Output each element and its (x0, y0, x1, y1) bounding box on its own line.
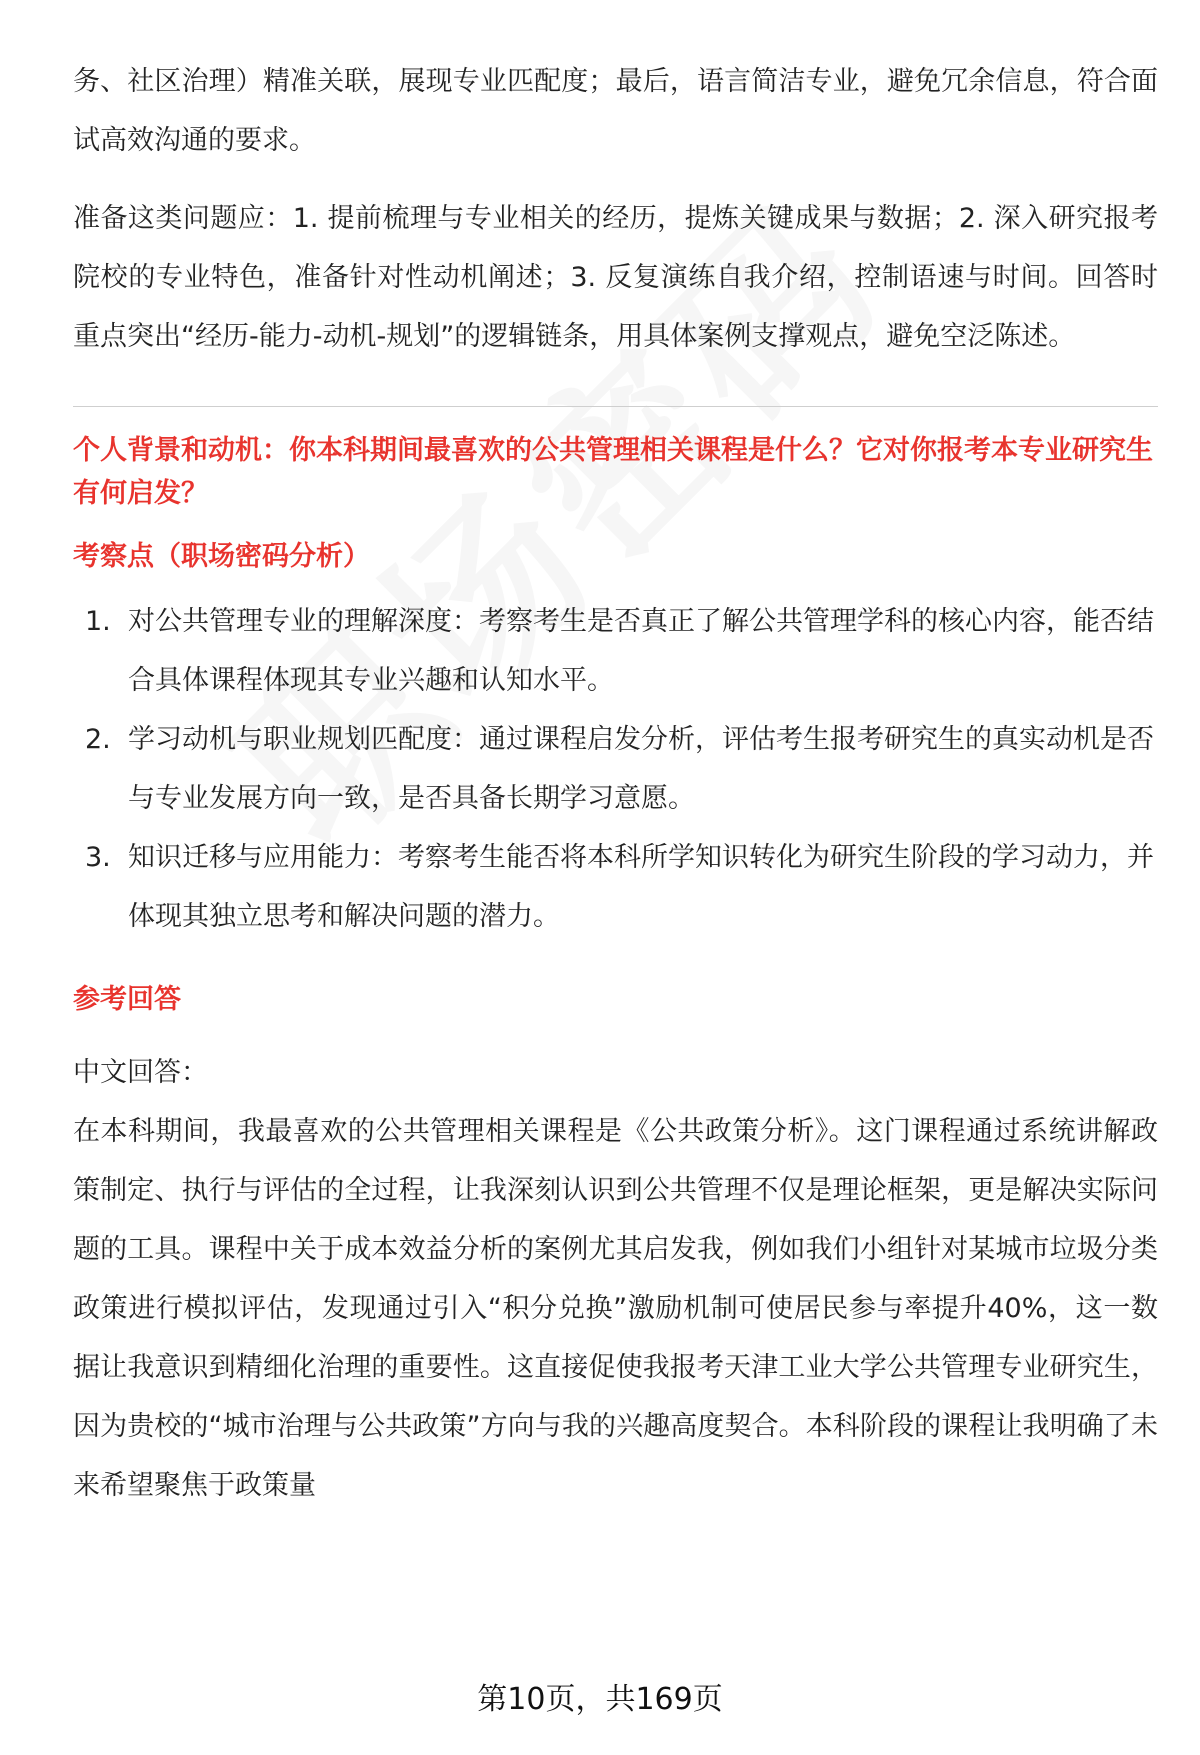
document-page (73, 52, 1158, 1515)
list-item-number: 3. (85, 842, 111, 873)
page-number: 第10页，共169页 (477, 1682, 723, 1717)
reference-heading: 参考回答 (73, 984, 181, 1015)
intro-paragraph-2: 准备这类问题应：1. 提前梳理与专业相关的经历，提炼关键成果与数据；2. 深入研究报考院校的专业特色，准备针对性动机阐述；3. 反复演练自我介绍，控制语速与时间。回答时重点突出“经历-能力-动机-规划”的逻辑链条，用具体案例支撑观点，避免空泛陈述。 (73, 203, 1158, 352)
list-item (73, 828, 1158, 946)
points-list (73, 592, 1158, 946)
points-heading: 考察点（职场密码分析） (73, 541, 370, 572)
list-item-text: 知识迁移与应用能力：考察考生能否将本科所学知识转化为研究生阶段的学习动力，并体现其独立思考和解决问题的潜力。 (128, 842, 1154, 932)
question-title: 个人背景和动机：你本科期间最喜欢的公共管理相关课程是什么？它对你报考本专业研究生有何启发？ (73, 435, 1153, 509)
list-item-number: 1. (85, 606, 111, 637)
answer-text: 在本科期间，我最喜欢的公共管理相关课程是《公共政策分析》。这门课程通过系统讲解政策制定、执行与评估的全过程，让我深刻认识到公共管理不仅是理论框架，更是解决实际问题的工具。课程中关于成本效益分析的案例尤其启发我，例如我们小组针对某城市垃圾分类政策进行模拟评估，发现通过引入“积分兑换”激励机制可使居民参与率提升40%，这一数据让我意识到精细化治理的重要性。这直接促使我报考天津工业大学公共管理专业研究生，因为贵校的“城市治理与公共政策”方向与我的兴趣高度契合。本科阶段的课程让我明确了未来希望聚焦于政策量 (73, 1116, 1158, 1501)
intro-paragraph-1: 务、社区治理）精准关联，展现专业匹配度；最后，语言简洁专业，避免冗余信息，符合面试高效沟通的要求。 (73, 66, 1158, 156)
section-divider (73, 406, 1158, 407)
list-item-text: 对公共管理专业的理解深度：考察考生是否真正了解公共管理学科的核心内容，能否结合具体课程体现其专业兴趣和认知水平。 (128, 606, 1154, 696)
list-item (73, 592, 1158, 710)
list-item-number: 2. (85, 724, 111, 755)
list-item-text: 学习动机与职业规划匹配度：通过课程启发分析，评估考生报考研究生的真实动机是否与专业发展方向一致，是否具备长期学习意愿。 (128, 724, 1154, 814)
answer-label: 中文回答： (73, 1057, 208, 1088)
list-item (73, 710, 1158, 828)
